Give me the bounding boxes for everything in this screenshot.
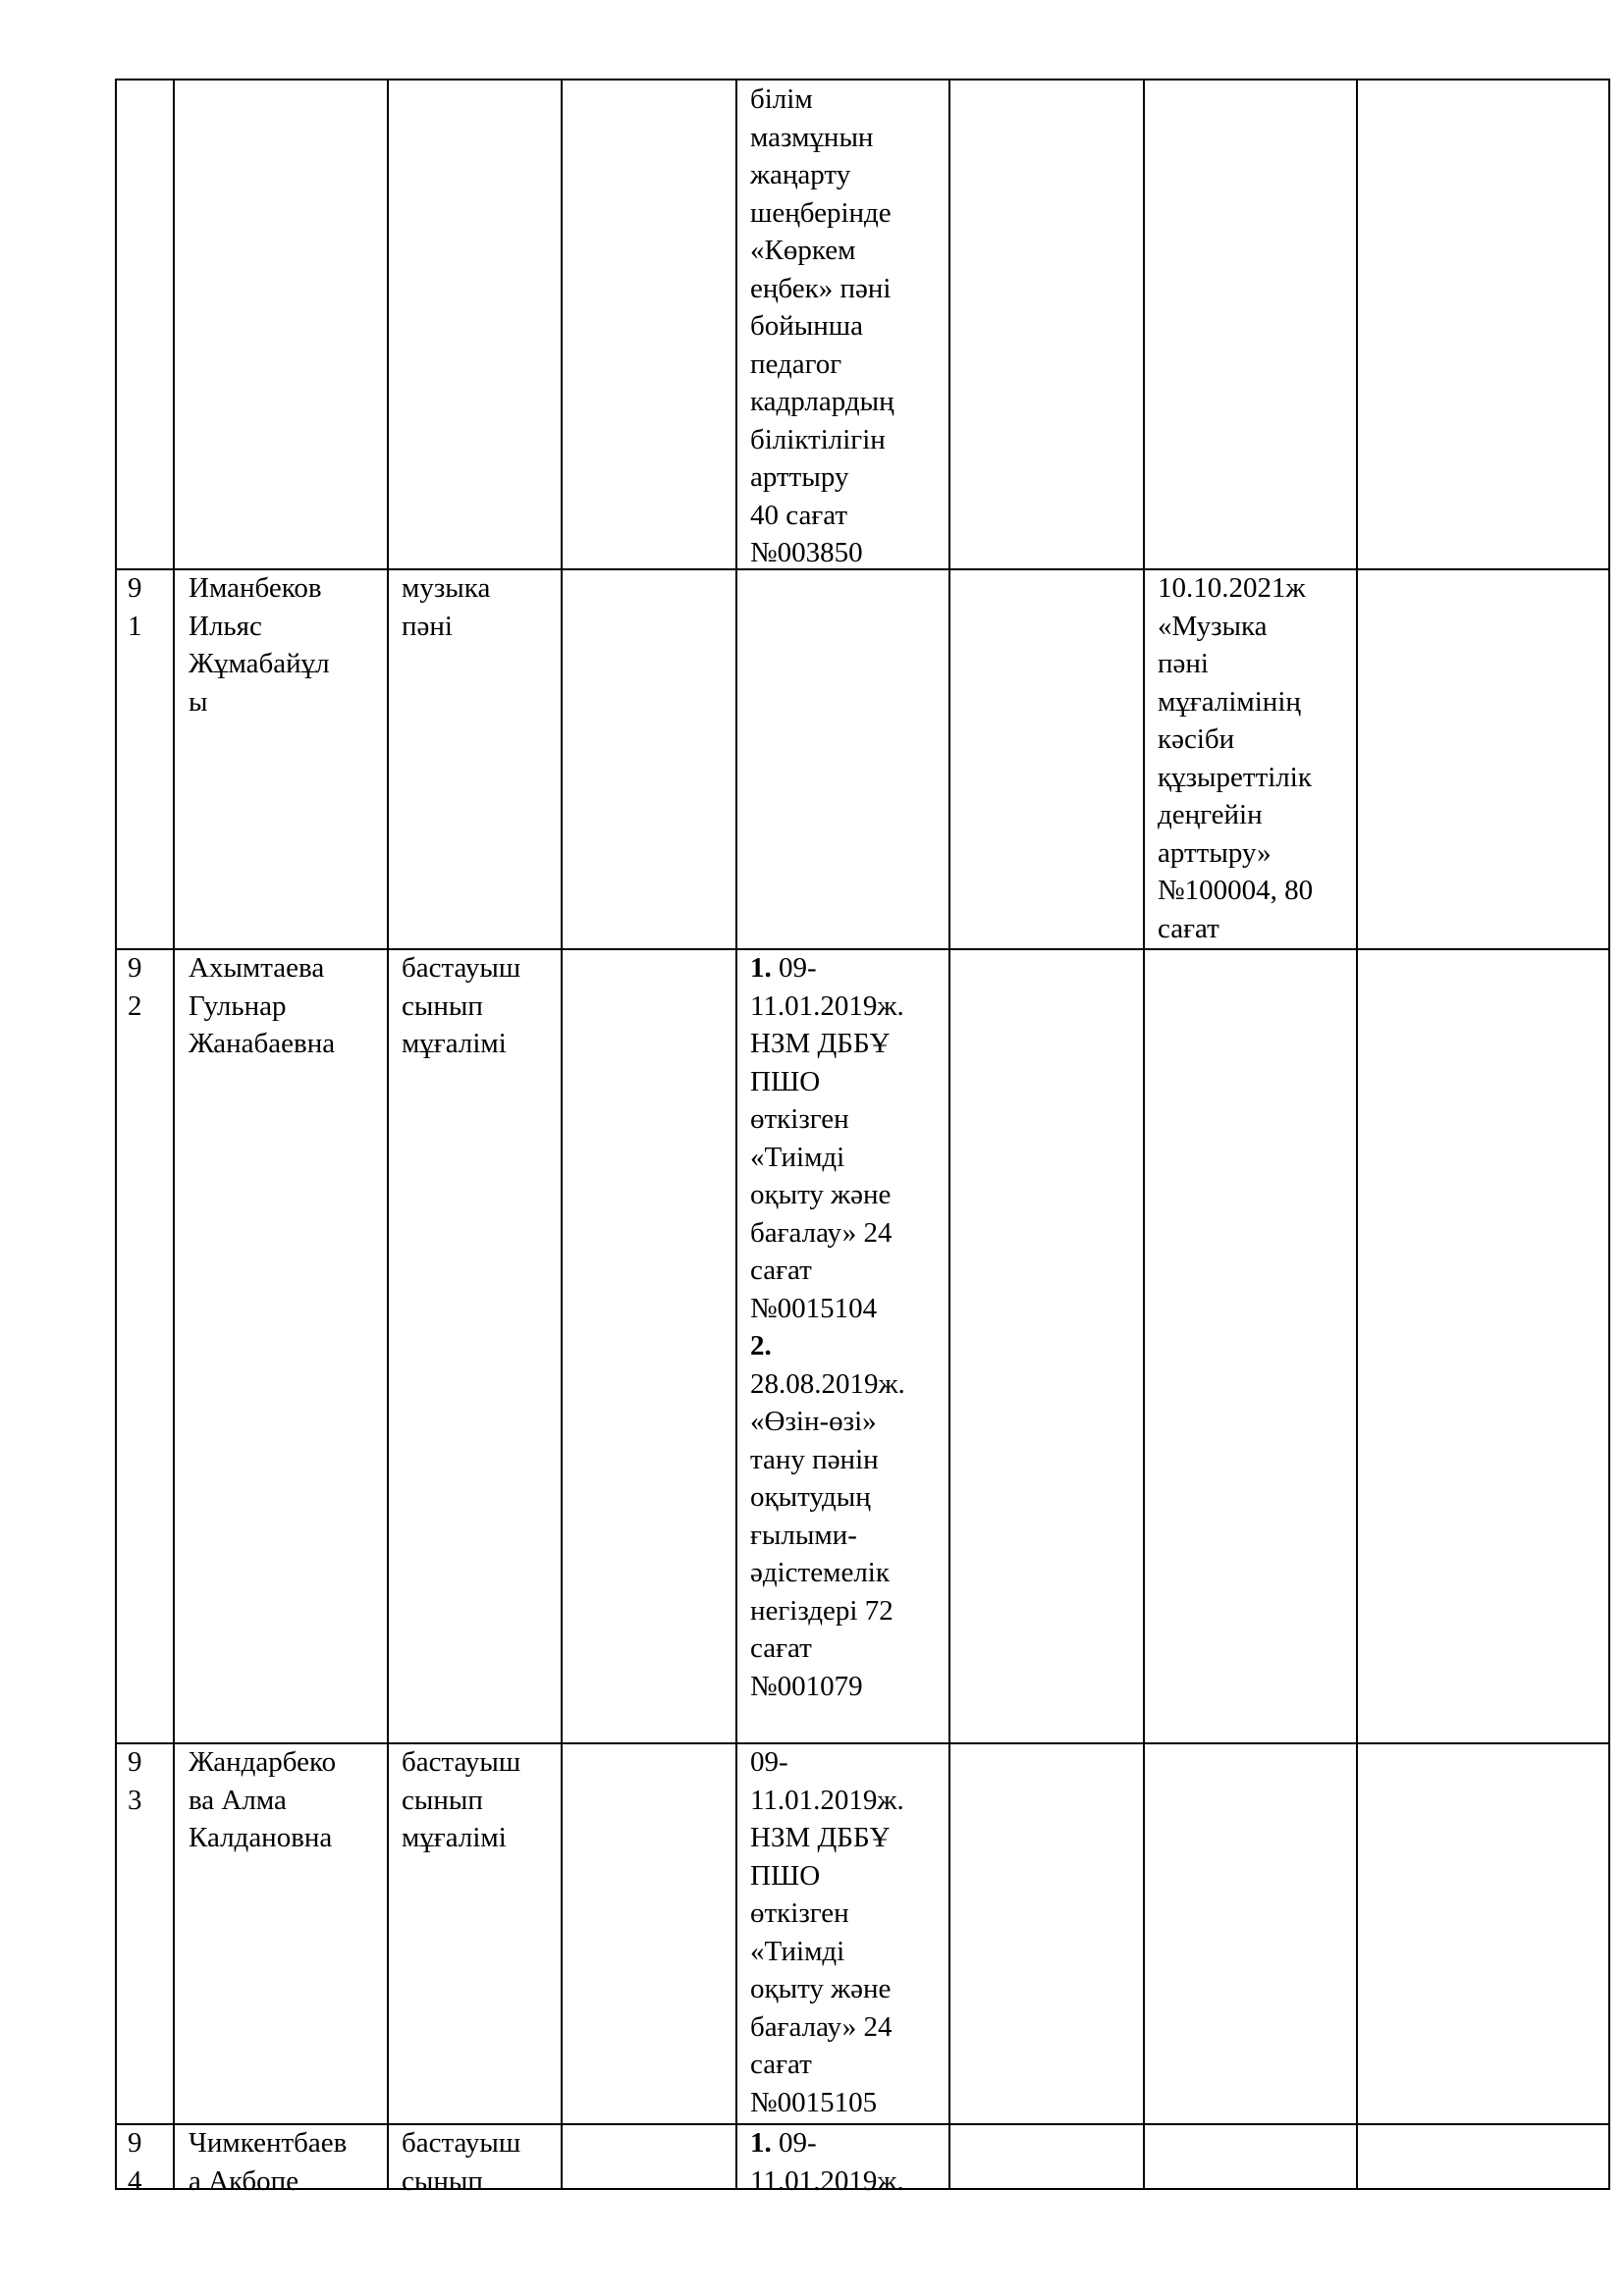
row-94-number: 9 4: [128, 2127, 142, 2197]
cert-1-text: 09- 11.01.2019ж. НЗМ ДББҰ ПШО өткізген «Тиімді оқыту және бағалау» 24 сағат №0015104: [750, 952, 904, 1324]
row-92-number: 9 2: [128, 952, 142, 1022]
row-94-cert-cell: [750, 2124, 947, 2200]
cert-1-text: 09- 11.01.2019ж.: [750, 2127, 904, 2197]
row-92-name: Ахымтаева Гульнар Жанабаевна: [189, 952, 336, 1059]
row-91-course-cell: 10.10.2021ж «Музыка пәні мұғалімінің кәсіби құзыреттілік деңгейін арттыру» №100004, 80 сағат: [1158, 572, 1314, 944]
cert-1-number: 1.: [750, 952, 772, 984]
row-91-subject: музыка пәні: [402, 572, 491, 642]
cert-2-text: 28.08.2019ж. «Өзін-өзі» тану пәнін оқытудың ғылыми- әдістемелік негіздері 72 сағат №001079: [750, 1367, 905, 1702]
row-94-subject: бастауыш сынып: [402, 2127, 521, 2197]
cert-2-number: 2.: [750, 1330, 772, 1362]
row-92-subject: бастауыш сынып мұғалімі: [402, 952, 521, 1059]
row-continued-cert-cell: білім мазмұнын жаңарту шеңберінде «Көркем еңбек» пәні бойынша педагог кадрлардың біліктілігін арттыру 40 сағат №003850: [750, 83, 894, 568]
row-92-cert-cell: [750, 949, 947, 1705]
cert-1-number: 1.: [750, 2127, 772, 2159]
row-93-cert-cell: 09- 11.01.2019ж. НЗМ ДББҰ ПШО өткізген «Тиімді оқыту және бағалау» 24 сағат №0015105: [750, 1746, 904, 2118]
row-91-number: 9 1: [128, 572, 142, 642]
row-91-name: Иманбеков Ильяс Жұмабайұл ы: [189, 572, 330, 718]
row-93-subject: бастауыш сынып мұғалімі: [402, 1746, 521, 1853]
row-93-name: Жандарбеко ва Алма Калдановна: [189, 1746, 337, 1853]
row-94-name: Чимкентбаев а Акбопе: [189, 2127, 348, 2197]
row-93-number: 9 3: [128, 1746, 142, 1816]
